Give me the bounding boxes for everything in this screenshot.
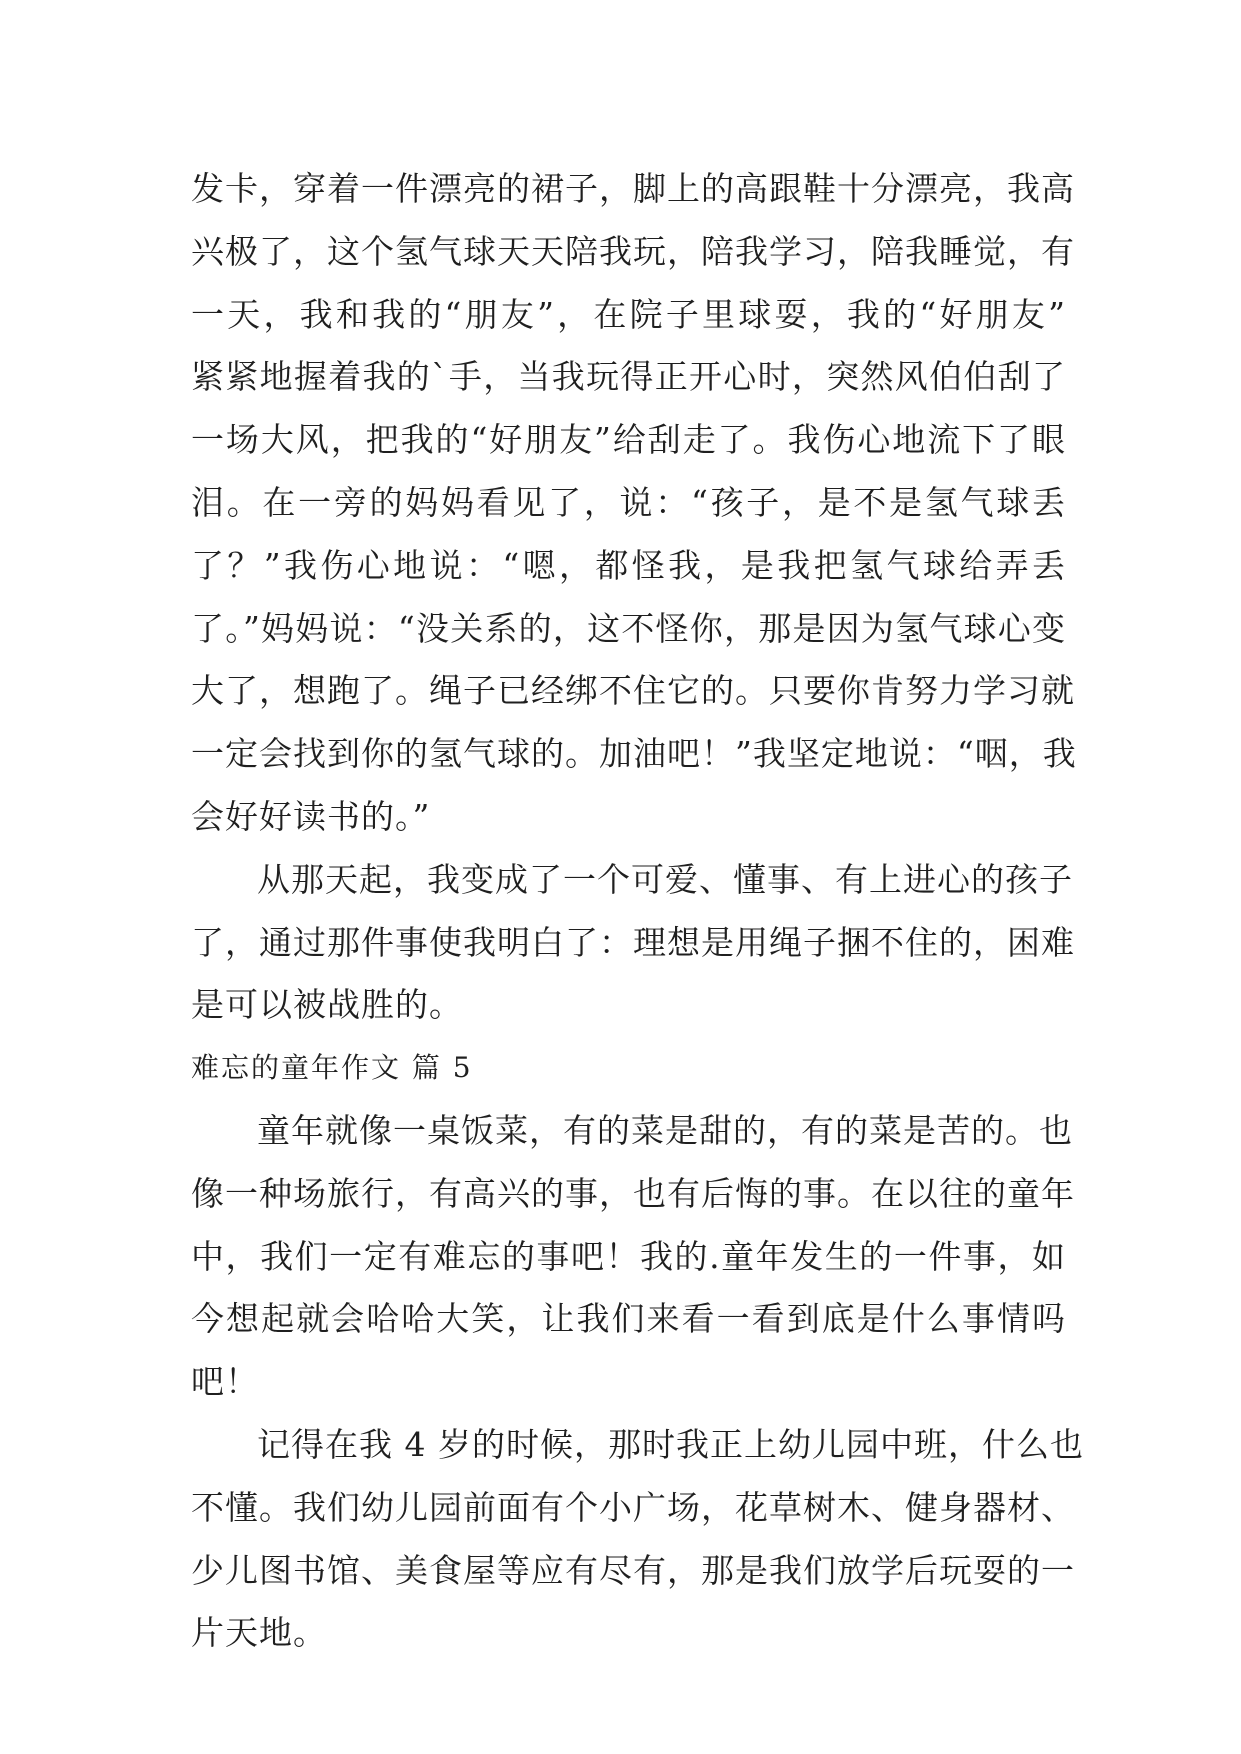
text-line: 一定会找到你的氢气球的。加油吧！”我坚定地说：“咽，我 (191, 734, 1077, 774)
text-line: 了。”妈妈说：“没关系的，这不怪你，那是因为氢气球心变 (191, 608, 1066, 648)
text-line: 像一种场旅行，有高兴的事，也有后悔的事。在以往的童年 (191, 1173, 1075, 1213)
text-line: 从那天起，我变成了一个可爱、懂事、有上进心的孩子 (257, 859, 1073, 899)
text-line: 泪。在一旁的妈妈看见了，说：“孩子，是不是氢气球丢 (191, 482, 1066, 522)
text-line: 少儿图书馆、美食屋等应有尽有，那是我们放学后玩耍的一 (191, 1550, 1075, 1590)
text-line: 会好好读书的。” (191, 796, 431, 836)
text-line: 兴极了，这个氢气球天天陪我玩，陪我学习，陪我睡觉，有 (191, 231, 1075, 271)
paragraph-memory (191, 1414, 1084, 1665)
text-line: 了，通过那件事使我明白了：理想是用绳子捆不住的，困难 (191, 922, 1075, 962)
text-line: 一场大风，把我的“好朋友”给刮走了。我伤心地流下了眼 (191, 420, 1066, 460)
essay-body (191, 158, 1084, 1665)
text-line: 大了，想跑了。绳子已经绑不住它的。只要你肯努力学习就 (191, 671, 1075, 711)
text-line: 童年就像一桌饭菜，有的菜是甜的，有的菜是苦的。也 (257, 1110, 1073, 1150)
text-line: 紧紧地握着我的`手，当我玩得正开心时，突然风伯伯刮了 (191, 357, 1066, 397)
text-line: 片天地。 (191, 1613, 327, 1653)
text-line: 吧！ (191, 1362, 259, 1402)
paragraph-continued (191, 158, 1077, 849)
text-line: 了？”我伤心地说：“嗯，都怪我，是我把氢气球给弄丢 (191, 545, 1066, 585)
text-line: 是可以被战胜的。 (191, 985, 463, 1025)
text-line: 发卡，穿着一件漂亮的裙子，脚上的高跟鞋十分漂亮，我高 (191, 169, 1075, 208)
text-line: 今想起就会哈哈大笑，让我们来看一看到底是什么事情吗 (191, 1299, 1066, 1339)
text-line: 中，我们一定有难忘的事吧！我的.童年发生的一件事，如 (191, 1236, 1066, 1276)
section-heading: 难忘的童年作文 篇 5 (191, 1051, 473, 1085)
paragraph-conclusion (191, 849, 1075, 1037)
text-line: 不懂。我们幼儿园前面有个小广场，花草树木、健身器材、 (191, 1487, 1075, 1527)
text-line: 一天，我和我的“朋友”，在院子里球耍，我的“好朋友” (191, 294, 1066, 334)
text-line: 记得在我 4 岁的时候，那时我正上幼儿园中班，什么也 (257, 1424, 1084, 1464)
paragraph-intro (191, 1100, 1075, 1414)
